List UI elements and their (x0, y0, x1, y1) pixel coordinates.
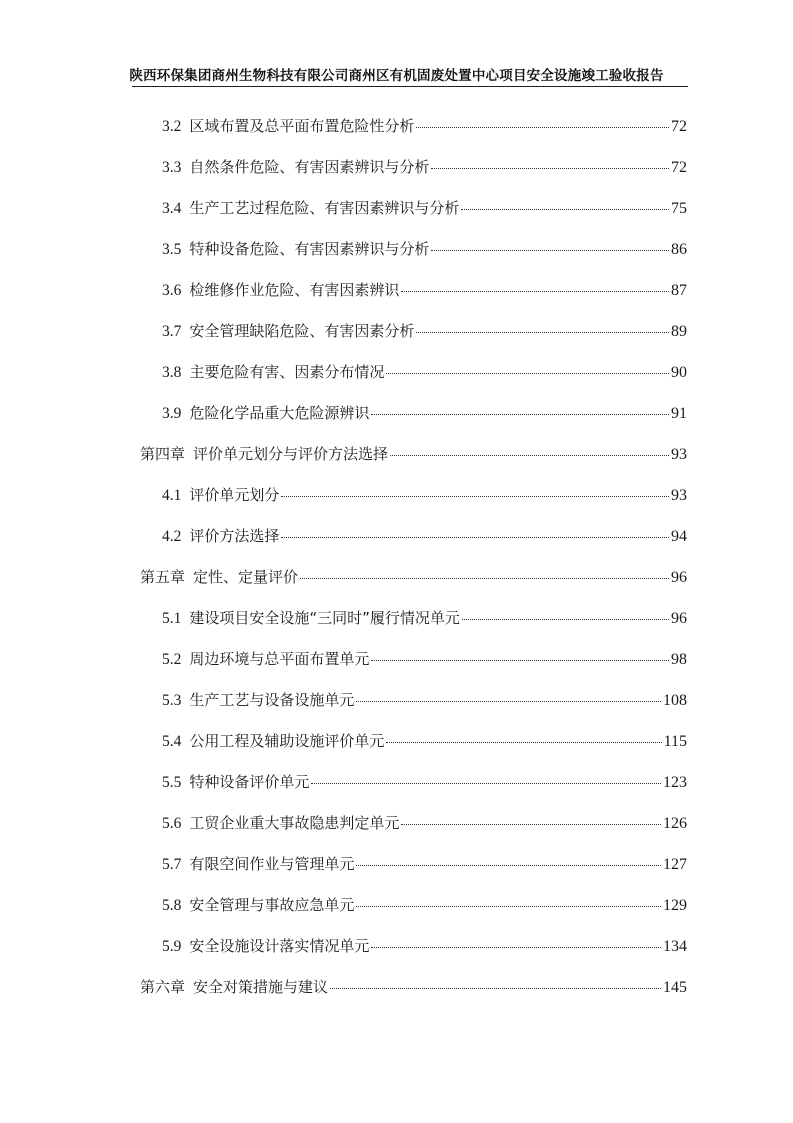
toc-entry-4-2[interactable] (162, 524, 687, 548)
toc-number: 5.2 (162, 651, 182, 668)
toc-page-number: 126 (663, 815, 687, 832)
toc-entry-chapter-5[interactable] (140, 565, 687, 589)
toc-entry-3-7[interactable] (162, 319, 687, 343)
toc-number: 3.6 (162, 282, 182, 299)
toc-title: 检维修作业危险、有害因素辨识 (189, 281, 400, 299)
toc-number: 5.1 (162, 610, 182, 627)
toc-title: 周边环境与总平面布置单元 (189, 650, 370, 668)
toc-entry-5-6[interactable] (162, 811, 687, 835)
toc-number: 3.2 (162, 118, 182, 135)
toc-title: 定性、定量评价 (193, 568, 299, 586)
toc-leader-dots (356, 906, 661, 907)
toc-leader-dots (416, 127, 669, 128)
toc-page-number: 145 (663, 979, 687, 996)
toc-leader-dots (281, 537, 669, 538)
toc-page-number: 89 (671, 323, 687, 340)
toc-number: 5.5 (162, 774, 182, 791)
toc-entry-5-7[interactable] (162, 852, 687, 876)
toc-page-number: 96 (671, 610, 687, 627)
toc-entry-3-8[interactable] (162, 360, 687, 384)
toc-leader-dots (281, 496, 669, 497)
toc-page-number: 93 (671, 446, 687, 463)
toc-entry-5-5[interactable] (162, 770, 687, 794)
toc-leader-dots (401, 824, 661, 825)
toc-number: 3.8 (162, 364, 182, 381)
page-header: 陕西环保集团商州生物科技有限公司商州区有机固废处置中心项目安全设施竣工验收报告 (129, 68, 664, 84)
toc-leader-dots (431, 250, 669, 251)
toc-entry-5-3[interactable] (162, 688, 687, 712)
toc-leader-dots (416, 332, 669, 333)
toc-title: 安全管理缺陷危险、有害因素分析 (189, 322, 415, 340)
toc-leader-dots (371, 947, 661, 948)
toc-leader-dots (461, 209, 669, 210)
toc-title: 公用工程及辅助设施评价单元 (189, 732, 385, 750)
toc-number: 3.4 (162, 200, 182, 217)
toc-title: 生产工艺过程危险、有害因素辨识与分析 (189, 199, 460, 217)
toc-title: 安全设施设计落实情况单元 (189, 937, 370, 955)
toc-number: 4.2 (162, 528, 182, 545)
toc-title: 安全管理与事故应急单元 (189, 896, 355, 914)
toc-leader-dots (386, 373, 669, 374)
toc-leader-dots (431, 168, 669, 169)
toc-entry-3-3[interactable] (162, 155, 687, 179)
toc-leader-dots (330, 988, 661, 989)
toc-page-number: 72 (671, 159, 687, 176)
toc-entry-3-6[interactable] (162, 278, 687, 302)
toc-number: 3.3 (162, 159, 182, 176)
toc-entry-3-9[interactable] (162, 401, 687, 425)
toc-entry-4-1[interactable] (162, 483, 687, 507)
toc-entry-5-2[interactable] (162, 647, 687, 671)
toc-leader-dots (401, 291, 669, 292)
toc-entry-chapter-4[interactable] (140, 442, 687, 466)
toc-page-number: 87 (671, 282, 687, 299)
toc-leader-dots (371, 414, 669, 415)
toc-page-number: 94 (671, 528, 687, 545)
toc-entry-5-8[interactable] (162, 893, 687, 917)
toc-leader-dots (356, 701, 661, 702)
toc-entry-3-4[interactable] (162, 196, 687, 220)
toc-page-number: 96 (671, 569, 687, 586)
toc-entry-5-9[interactable] (162, 934, 687, 958)
toc-page-number: 91 (671, 405, 687, 422)
toc-page-number: 127 (663, 856, 687, 873)
toc-title: 特种设备评价单元 (189, 773, 310, 791)
toc-title: 评价单元划分 (189, 486, 280, 504)
toc-leader-dots (386, 742, 661, 743)
toc-entry-3-2[interactable] (162, 114, 687, 138)
toc-number: 5.4 (162, 733, 182, 750)
toc-number: 5.8 (162, 897, 182, 914)
toc-title: 评价方法选择 (189, 527, 280, 545)
toc-leader-dots (462, 619, 669, 620)
toc-number: 第六章 (140, 978, 186, 996)
toc-page-number: 75 (671, 200, 687, 217)
toc-leader-dots (311, 783, 661, 784)
toc-page-number: 134 (663, 938, 687, 955)
toc-entry-5-1[interactable] (162, 606, 687, 630)
toc-title: 评价单元划分与评价方法选择 (193, 445, 389, 463)
toc-title: 主要危险有害、因素分布情况 (189, 363, 385, 381)
toc-number: 3.5 (162, 241, 182, 258)
toc-title: 有限空间作业与管理单元 (189, 855, 355, 873)
toc-page-number: 98 (671, 651, 687, 668)
toc-page-number: 108 (663, 692, 687, 709)
toc-page-number: 123 (663, 774, 687, 791)
toc-entry-chapter-6[interactable] (140, 975, 687, 999)
toc-title: 区域布置及总平面布置危险性分析 (189, 117, 415, 135)
toc-leader-dots (356, 865, 661, 866)
toc-title: 建设项目安全设施“三同时”履行情况单元 (189, 609, 460, 627)
toc-leader-dots (300, 578, 669, 579)
toc-number: 4.1 (162, 487, 182, 504)
toc-number: 5.3 (162, 692, 182, 709)
toc-title: 自然条件危险、有害因素辨识与分析 (189, 158, 430, 176)
toc-title: 工贸企业重大事故隐患判定单元 (189, 814, 400, 832)
toc-title: 生产工艺与设备设施单元 (189, 691, 355, 709)
toc-entry-5-4[interactable] (162, 729, 687, 753)
toc-page-number: 86 (671, 241, 687, 258)
toc-page-number: 115 (663, 733, 687, 750)
toc-page-number: 90 (671, 364, 687, 381)
toc-entry-3-5[interactable] (162, 237, 687, 261)
toc-number: 5.7 (162, 856, 182, 873)
toc-title: 安全对策措施与建议 (193, 978, 329, 996)
toc-leader-dots (371, 660, 669, 661)
toc-title: 危险化学品重大危险源辨识 (189, 404, 370, 422)
toc-number: 3.9 (162, 405, 182, 422)
toc-page-number: 72 (671, 118, 687, 135)
toc-number: 5.9 (162, 938, 182, 955)
toc-number: 第四章 (140, 445, 186, 463)
toc-page-number: 129 (663, 897, 687, 914)
toc-leader-dots (390, 455, 669, 456)
toc-number: 5.6 (162, 815, 182, 832)
toc-title: 特种设备危险、有害因素辨识与分析 (189, 240, 430, 258)
toc-number: 3.7 (162, 323, 182, 340)
toc-number: 第五章 (140, 568, 186, 586)
toc-page-number: 93 (671, 487, 687, 504)
